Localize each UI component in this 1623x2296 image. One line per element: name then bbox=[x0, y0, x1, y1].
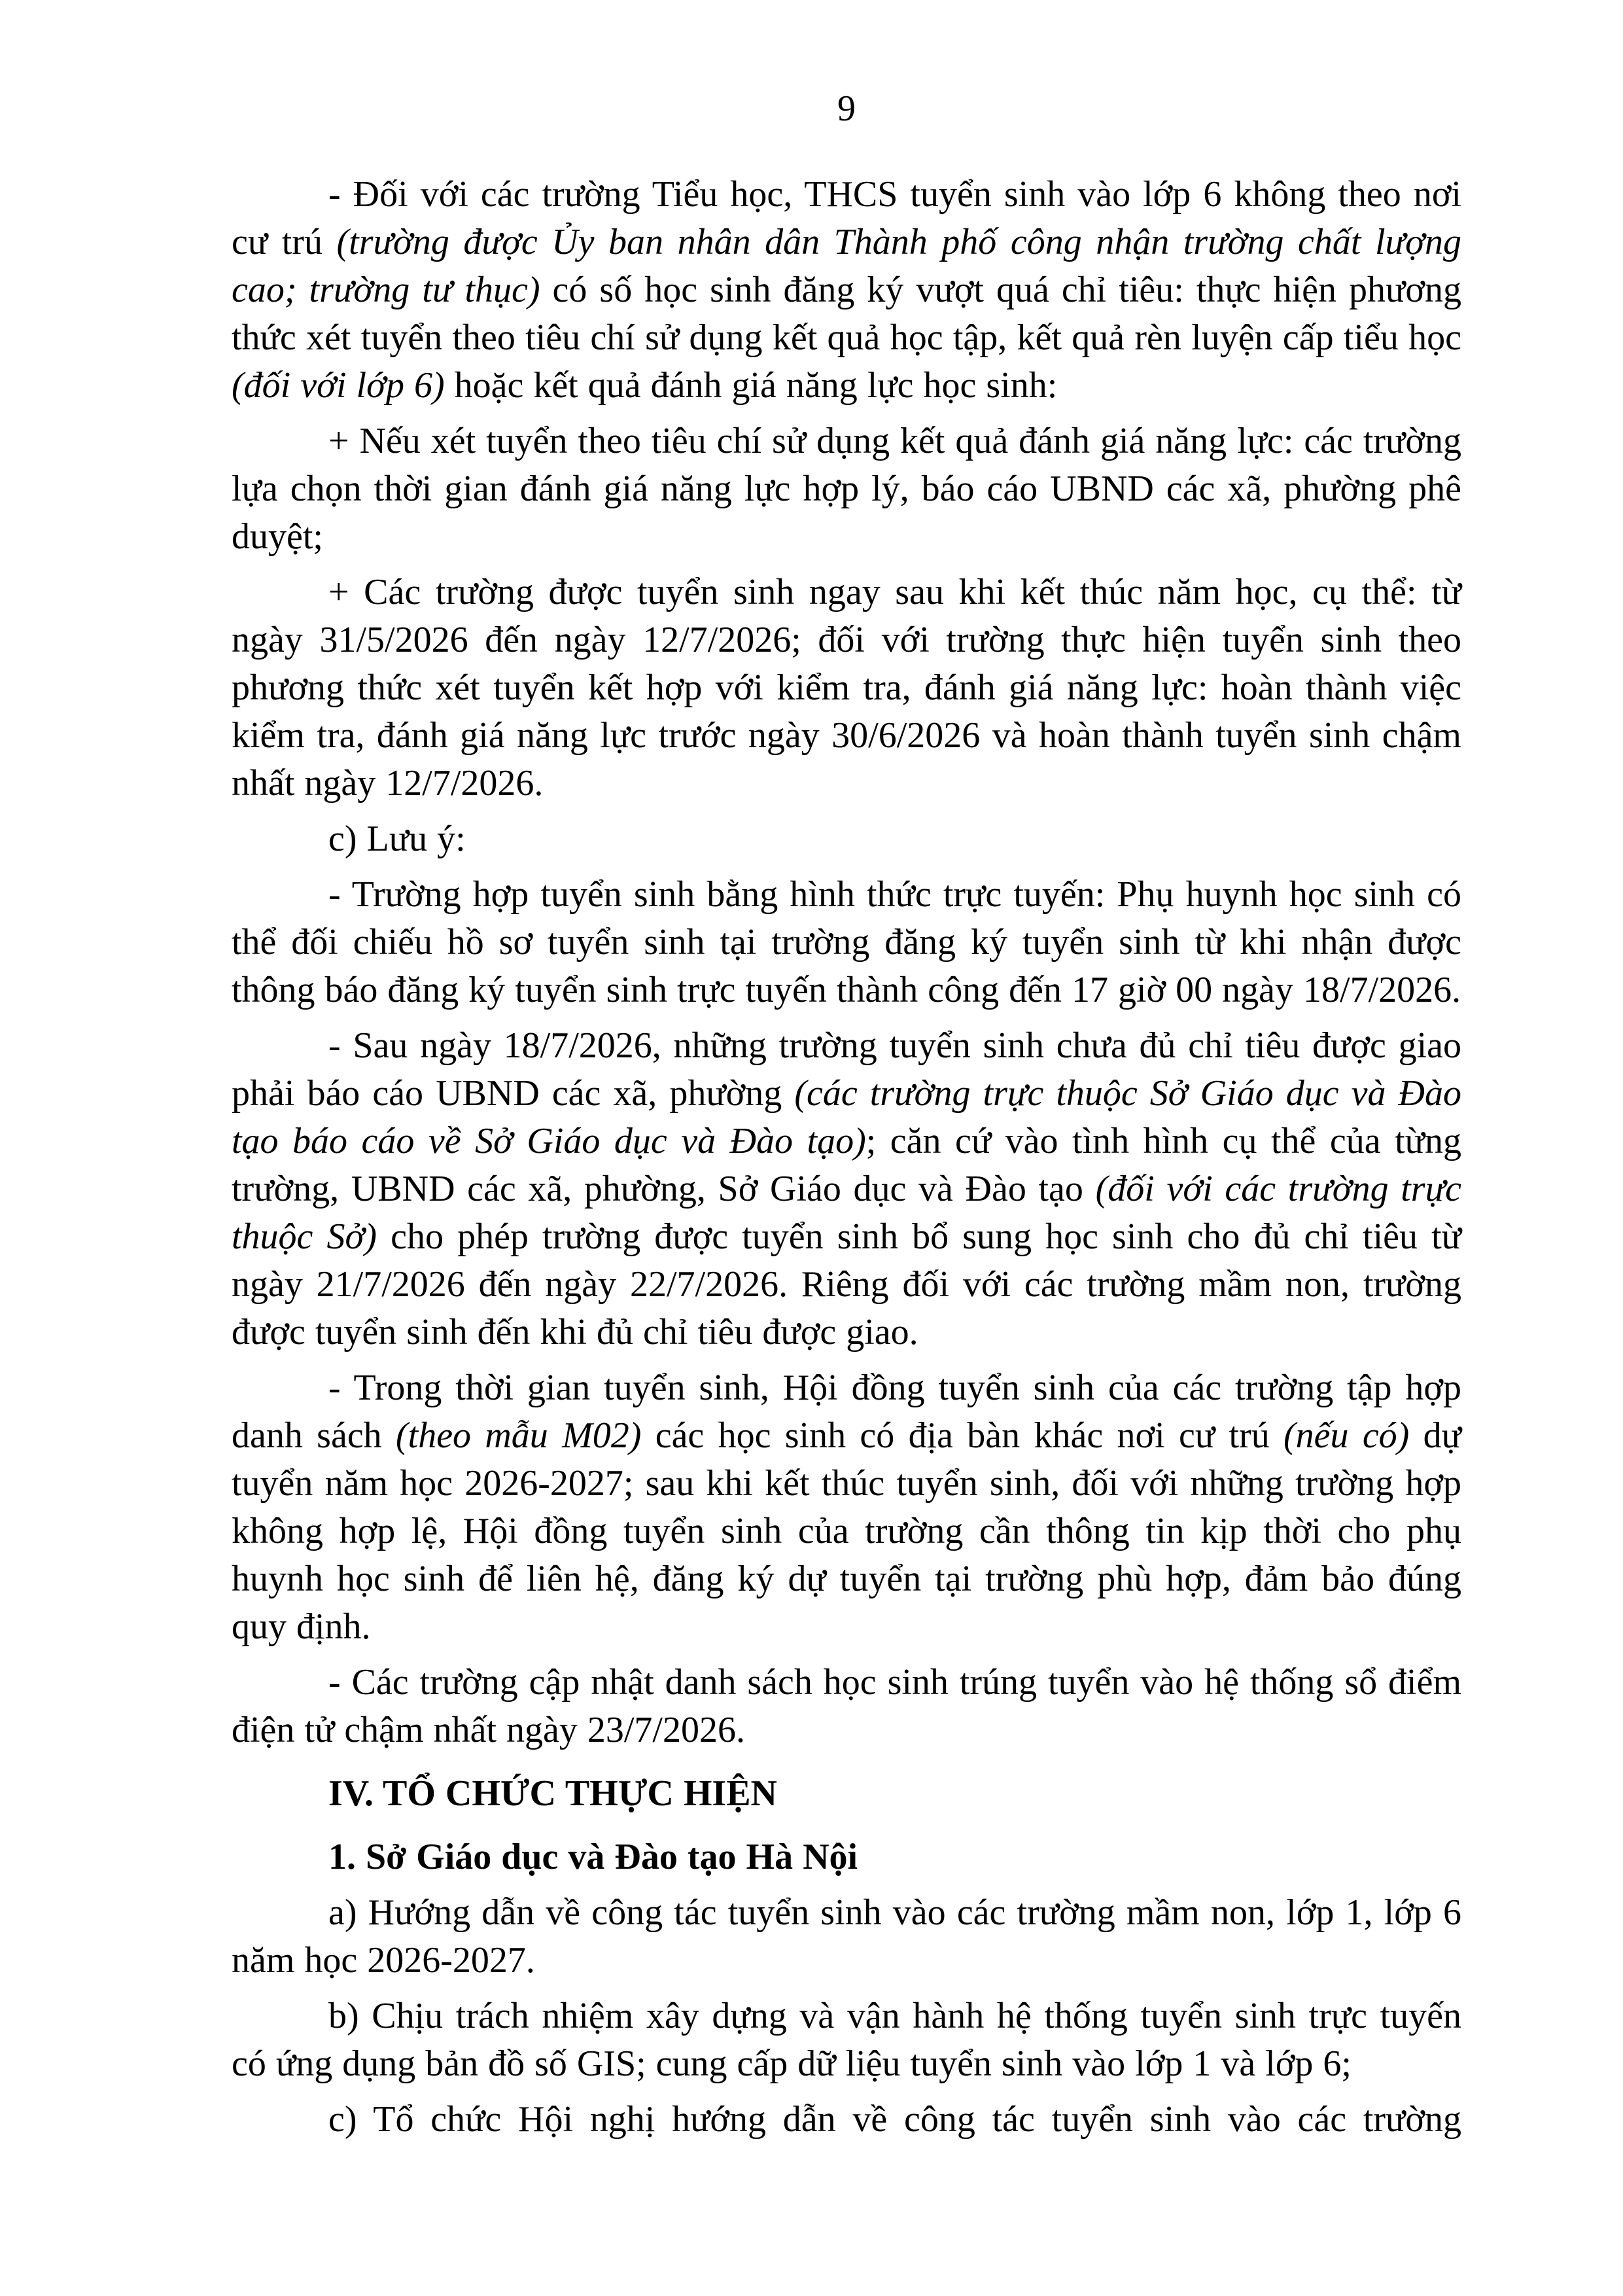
text-run: a) Hướng dẫn về công tác tuyển sinh vào các trường mầm non, lớp 1, lớp 6 năm học 2026-2027. bbox=[232, 1892, 1461, 1981]
paragraph-note-label bbox=[232, 815, 1461, 863]
paragraph bbox=[232, 1889, 1461, 1985]
paragraph bbox=[232, 171, 1461, 410]
text-block bbox=[232, 85, 1461, 2151]
text-run: - Sau ngày 18/7/2026, những trường tuyển sinh chưa đủ chỉ tiêu được giao phải báo cáo UBND các xã, phường bbox=[232, 1025, 1461, 1114]
text-run: - Đối với các trường Tiểu học, THCS tuyển sinh vào lớp 6 không theo nơi cư trú bbox=[232, 174, 1461, 262]
paragraph bbox=[232, 1992, 1461, 2088]
paragraph bbox=[232, 2096, 1461, 2144]
italic-text-run: (trường được Ủy ban nhân dân Thành phố công nhận trường chất lượng cao; trường tư thục) bbox=[232, 222, 1461, 310]
text-run: dự tuyển năm học 2026-2027; sau khi kết thúc tuyển sinh, đối với những trường hợp không hợp lệ, Hội đồng tuyển sinh của trường cần thông tin kịp thời cho phụ huynh học sinh để liên hệ, đăng ký dự tuyển tại trường phù hợp, đảm bảo đúng quy định. bbox=[232, 1415, 1461, 1647]
italic-text-run: (các trường trực thuộc Sở Giáo dục và Đào tạo báo cáo về Sở Giáo dục và Đào tạo) bbox=[232, 1073, 1461, 1161]
paragraph bbox=[232, 1022, 1461, 1356]
italic-text-run: (theo mẫu M02) bbox=[395, 1415, 642, 1456]
paragraph bbox=[232, 1364, 1461, 1651]
paragraph bbox=[232, 1659, 1461, 1754]
section-heading bbox=[232, 1770, 1461, 1818]
italic-text-run: (đối với lớp 6) bbox=[232, 365, 445, 406]
text-run: cho phép trường được tuyển sinh bổ sung học sinh cho đủ chỉ tiêu từ ngày 21/7/2026 đến ngày 22/7/2026. Riêng đối với các trường mầm non, trường được tuyển sinh đến khi đủ chỉ tiêu được giao. bbox=[232, 1216, 1462, 1352]
text-run: hoặc kết quả đánh giá năng lực học sinh: bbox=[444, 365, 1058, 406]
text-run: - Trong thời gian tuyển sinh, Hội đồng tuyển sinh của các trường tập hợp danh sách bbox=[232, 1368, 1461, 1456]
text-run: + Nếu xét tuyển theo tiêu chí sử dụng kết quả đánh giá năng lực: các trường lựa chọn thời gian đánh giá năng lực hợp lý, báo cáo UBND các xã, phường phê duyệt; bbox=[232, 421, 1461, 557]
text-run: ; căn cứ vào tình hình cụ thể của từng trường, UBND các xã, phường, Sở Giáo dục và Đào tạo bbox=[232, 1121, 1461, 1209]
text-run: các học sinh có địa bàn khác nơi cư trú bbox=[641, 1415, 1283, 1456]
text-run: + Các trường được tuyển sinh ngay sau khi kết thúc năm học, cụ thể: từ ngày 31/5/2026 đến ngày 12/7/2026; đối với trường thực hiện tuyển sinh theo phương thức xét tuyển kết hợp với kiểm tra, đánh giá năng lực: hoàn thành việc kiểm tra, đánh giá năng lực trước ngày 30/6/2026 và hoàn thành tuyển sinh chậm nhất ngày 12/7/2026. bbox=[232, 572, 1461, 804]
italic-text-run: (đối với các trường trực thuộc Sở) bbox=[232, 1169, 1462, 1257]
text-run: 1. Sở Giáo dục và Đào tạo Hà Nội bbox=[328, 1837, 858, 1877]
text-run: IV. TỔ CHỨC THỰC HIỆN bbox=[328, 1773, 777, 1814]
text-run: b) Chịu trách nhiệm xây dựng và vận hành hệ thống tuyển sinh trực tuyến có ứng dụng bản đồ số GIS; cung cấp dữ liệu tuyển sinh vào lớp 1 và lớp 6; bbox=[232, 1996, 1461, 2084]
paragraph bbox=[232, 569, 1461, 807]
text-run: có số học sinh đăng ký vượt quá chỉ tiêu: thực hiện phương thức xét tuyển theo tiêu chí sử dụng kết quả học tập, kết quả rèn luyện cấp tiểu học bbox=[232, 270, 1462, 358]
text-run: c) Lưu ý: bbox=[328, 819, 466, 859]
paragraph bbox=[232, 871, 1461, 1014]
italic-text-run: (nếu có) bbox=[1283, 1415, 1410, 1456]
page-number: 9 bbox=[837, 88, 856, 129]
text-run: - Trường hợp tuyển sinh bằng hình thức trực tuyến: Phụ huynh học sinh có thể đối chiếu hồ sơ tuyển sinh tại trường đăng ký tuyển sinh từ khi nhận được thông báo đăng ký tuyển sinh trực tuyến thành công đến 17 giờ 00 ngày 18/7/2026. bbox=[232, 874, 1461, 1010]
text-run: - Các trường cập nhật danh sách học sinh trúng tuyển vào hệ thống sổ điểm điện tử chậm nhất ngày 23/7/2026. bbox=[232, 1662, 1461, 1750]
subsection-heading bbox=[232, 1833, 1461, 1881]
text-run: c) Tổ chức Hội nghị hướng dẫn về công tác tuyển sinh vào các trường bbox=[328, 2099, 1461, 2140]
paragraph bbox=[232, 417, 1461, 561]
